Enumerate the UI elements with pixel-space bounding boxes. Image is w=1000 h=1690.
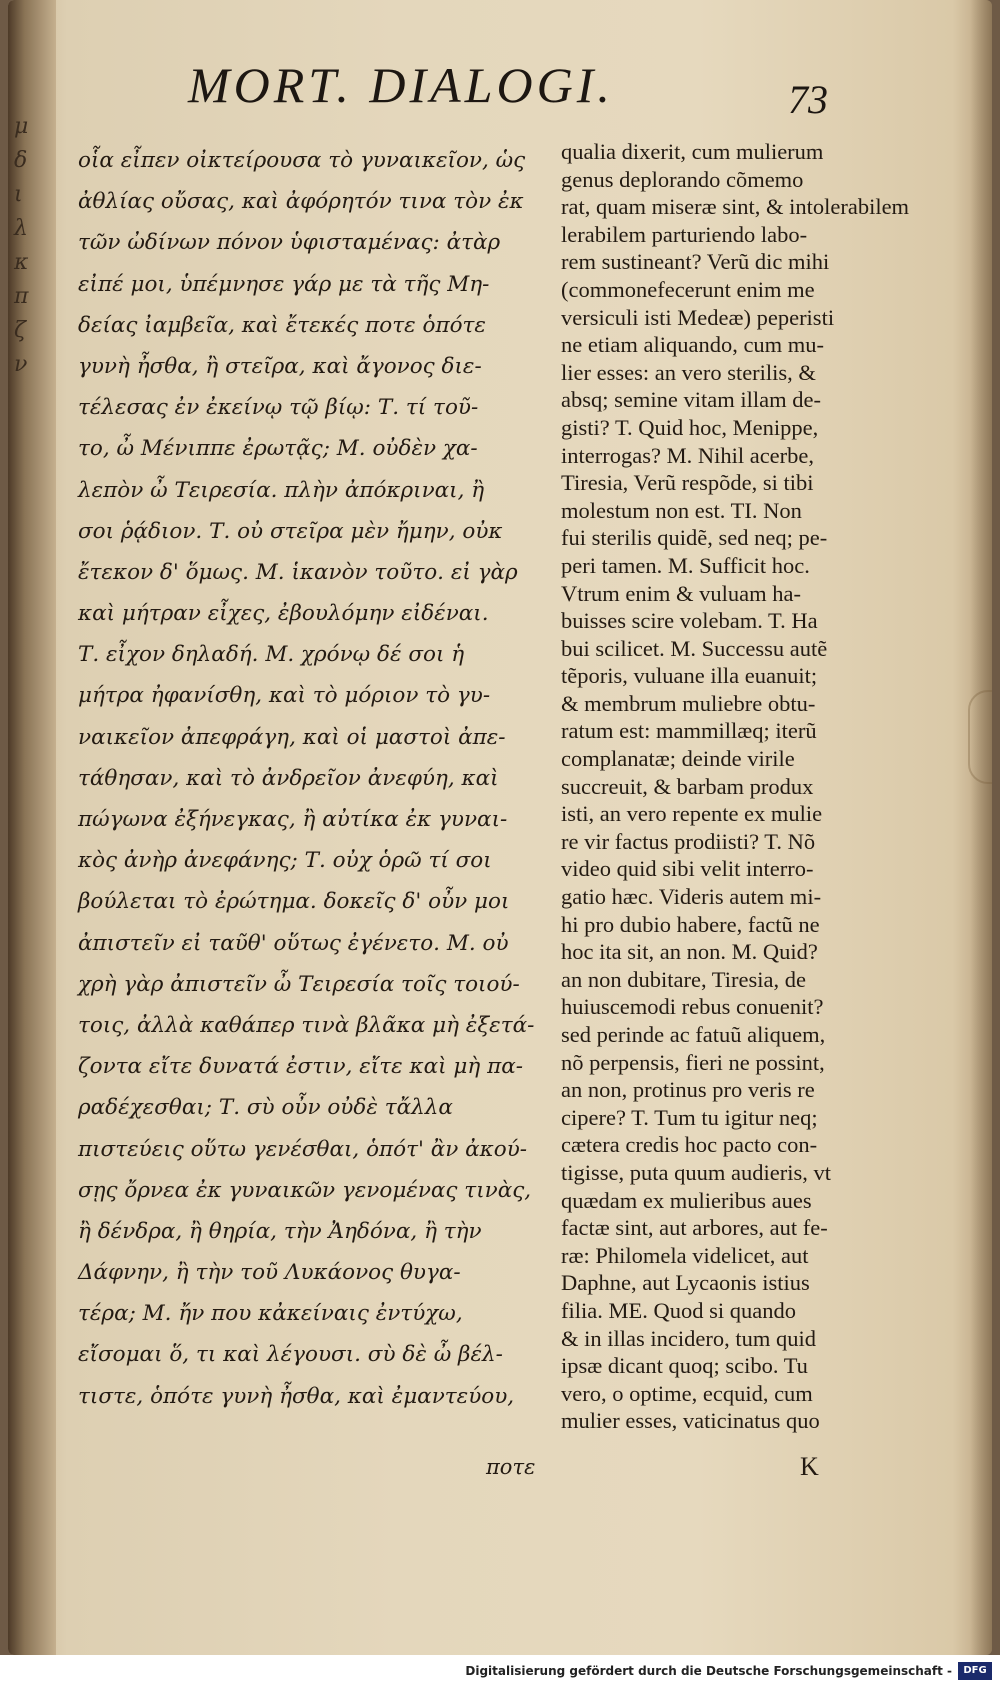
latin-text-line: cætera credis hoc pacto con- [561,1132,818,1158]
greek-text-line: τῶν ὠδίνων πόνον ὑφισταμένας: ἀτὰρ [78,230,501,256]
signature-mark: K [800,1452,819,1481]
running-header: MORT. DIALOGI. [188,57,614,113]
latin-text-line: complanatæ; deinde virile [561,746,795,772]
latin-text-line: an non dubitare, Tiresia, de [561,966,806,992]
latin-text-line: an non, protinus pro veris re [561,1077,815,1103]
latin-text-line: gisti? T. Quid hoc, Menippe, [561,414,819,440]
latin-text-line: ratum est: mammillæq; iterũ [561,718,817,744]
latin-text-line: vero, o optime, ecquid, cum [561,1380,813,1406]
latin-text-line: gatio hæc. Videris autem mi- [561,884,822,910]
greek-text-line: τοις, ἀλλὰ καθάπερ τινὰ βλᾶκα μὴ ἐξετά- [78,1012,535,1038]
margin-fragment: π [14,284,29,309]
paper-stain [968,690,992,784]
greek-text-line: τάθησαν, καὶ τὸ ἀνδρεῖον ἀνεφύη, καὶ [78,765,499,791]
margin-fragment: ν [14,352,28,377]
greek-text-line: σῃς ὄρνεα ἐκ γυναικῶν γενομένας τινὰς, [78,1177,532,1203]
greek-text-line: τέλεσας ἐν ἐκείνῳ τῷ βίῳ: Τ. τί τοῦ- [78,395,479,421]
greek-text-line: πιστεύεις οὕτω γενέσθαι, ὁπότ' ἂν ἀκού- [78,1136,528,1162]
greek-text-line: Τ. εἶχον δηλαδή. Μ. χρόνῳ δέ σοι ἡ [78,642,465,668]
margin-fragment: ι [14,182,23,207]
greek-text-line: δείας ἰαμβεῖα, καὶ ἔτεκές ποτε ὁπότε [78,312,486,338]
digitization-footer [0,1655,1000,1690]
greek-text-line: κὸς ἀνὴρ ἀνεφάνης; Τ. οὐχ ὁρῶ τί σοι [78,848,492,874]
greek-text-line: ἔτεκον δ' ὅμως. Μ. ἱκανὸν τοῦτο. εἰ γὰρ [78,559,518,585]
latin-text-line: huiuscemodi rebus conuenit? [561,994,824,1020]
greek-text-line: το, ὦ Μένιππε ἐρωτᾷς; Μ. οὐδὲν χα- [78,436,478,462]
latin-text-line: versiculi isti Medeæ) peperisti [561,304,835,330]
greek-text-line: βούλεται τὸ ἐρώτημα. δοκεῖς δ' οὖν μοι [78,889,510,915]
latin-text-line: absq; semine vitam illam de- [561,387,821,413]
latin-text-line: molestum non est. TI. Non [561,497,802,523]
greek-text-line: εἴσομαι ὅ, τι καὶ λέγουσι. σὺ δὲ ὦ βέλ- [78,1342,503,1368]
page-number: 73 [788,77,828,122]
latin-text-line: bui scilicet. M. Successu autẽ [561,635,828,661]
latin-text-line: qualia dixerit, cum mulierum [561,139,824,164]
margin-fragment: λ [14,216,28,241]
latin-text-line: & in illas incidero, tum quid [561,1325,816,1351]
margin-fragment: μ [14,114,29,139]
latin-text-line: succreuit, & barbam produx [561,773,814,799]
greek-text-line: ζοντα εἴτε δυνατά ἐστιν, εἴτε καὶ μὴ πα- [78,1054,523,1080]
latin-text-line: filia. ME. Quod si quando [561,1297,796,1323]
latin-text-line: Daphne, aut Lycaonis istius [561,1270,810,1296]
greek-text-line: πώγωνα ἐξήνεγκας, ἢ αὐτίκα ἐκ γυναι- [78,807,508,832]
greek-text-line: ραδέχεσθαι; Τ. σὺ οὖν οὐδὲ τἄλλα [78,1095,453,1121]
latin-text-line: rem sustineant? Verũ dic mihi [561,249,830,275]
greek-text-line: ἀθλίας οὔσας, καὶ ἀφόρητόν τινα τὸν ἐκ [78,189,524,215]
latin-text-line: ræ: Philomela videlicet, aut [561,1242,809,1268]
latin-text-line: factæ sint, aut arbores, aut fe- [561,1215,828,1241]
catchword: ποτε [486,1455,536,1479]
latin-text-line: fui sterilis quidẽ, sed neq; pe- [561,525,828,551]
latin-text-line: rat, quam miseræ sint, & intolerabilem [561,194,910,220]
latin-text-line: ipsæ dicant quoq; scibo. Tu [561,1353,808,1379]
latin-text-line: lier esses: an vero sterilis, & [561,359,816,385]
greek-text-line: τέρα; Μ. ἤν που κἀκείναις ἐντύχω, [78,1301,463,1327]
greek-text-line: Δάφνην, ἢ τὴν τοῦ Λυκάονος θυγα- [78,1260,461,1286]
greek-text-line: μήτρα ἠφανίσθη, καὶ τὸ μόριον τὸ γυ- [78,683,491,709]
latin-text-line: Vtrum enim & vuluam ha- [561,580,801,606]
greek-text-line: χρὴ γὰρ ἀπιστεῖν ὦ Τειρεσία τοῖς τοιού- [78,971,520,997]
greek-text-line: καὶ μήτραν εἶχες, ἐβουλόμην εἰδέναι. [78,601,489,627]
page-edge-shadow [970,0,992,1655]
latin-text-line: re vir factus prodiisti? T. Nõ [561,828,816,854]
latin-text-line: sed perinde ac fatuũ aliquem, [561,1022,826,1047]
latin-text-line: interrogas? M. Nihil acerbe, [561,442,815,468]
greek-text-line: λεπὸν ὦ Τειρεσία. πλὴν ἀπόκριναι, ἢ [78,477,485,503]
latin-text-line: hi pro dubio habere, factũ ne [561,911,820,937]
latin-text-line: ne etiam aliquando, cum mu- [561,332,825,358]
greek-text-line: ἢ δένδρα, ἢ θηρία, τὴν Ἀηδόνα, ἢ τὴν [78,1218,482,1244]
greek-text-line: τιστε, ὁπότε γυνὴ ἦσθα, καὶ ἐμαντεύου, [78,1383,515,1409]
latin-text-line: Tiresia, Verũ respõde, si tibi [561,470,814,496]
greek-text-line: οἷα εἶπεν οἰκτείρουσα τὸ γυναικεῖον, ὡς [78,148,526,173]
latin-text-line: cipere? T. Tum tu igitur neq; [561,1104,818,1130]
book-page [8,0,992,1655]
latin-text-line: isti, an vero repente ex mulie [561,801,823,827]
latin-text-line: (commonefecerunt enim me [561,276,815,302]
margin-fragment: δ [14,148,28,173]
latin-text-line: quædam ex mulieribus aues [561,1187,812,1213]
latin-text-line: tigisse, puta quum audieris, vt [561,1159,831,1185]
funding-credit: Digitalisierung gefördert durch die Deutsche Forschungsgemeinschaft - [465,1664,952,1678]
latin-text-line: & membrum muliebre obtu- [561,690,816,716]
greek-text-line: γυνὴ ἦσθα, ἢ στεῖρα, καὶ ἄγονος διε- [78,353,482,379]
latin-text-line: video quid sibi velit interro- [561,856,814,882]
latin-text-line: buisses scire volebam. T. Ha [561,608,818,634]
adjacent-page-margin [14,110,50,382]
greek-text-column [78,140,548,1417]
latin-text-line: tẽporis, vuluane illa euanuit; [561,663,818,689]
latin-text-column [561,138,910,1435]
latin-text-line: mulier esses, vaticinatus quo [561,1408,820,1434]
latin-text-line: hoc ita sit, an non. M. Quid? [561,939,818,965]
margin-fragment: κ [14,250,29,275]
latin-text-line: lerabilem parturiendo labo- [561,221,808,247]
latin-text-line: genus deplorando cõmemo [561,166,804,192]
greek-text-line: σοι ῥᾴδιον. Τ. οὐ στεῖρα μὲν ἤμην, οὐκ [78,518,503,544]
greek-text-line: ναικεῖον ἀπεφράγη, καὶ οἱ μαστοὶ ἀπε- [78,724,506,750]
dfg-logo-icon: DFG [958,1662,992,1680]
latin-text-line: nõ perpensis, fieri ne possint, [561,1049,825,1075]
margin-fragment: ζ [14,318,26,343]
latin-text-line: peri tamen. M. Sufficit hoc. [561,552,810,578]
greek-text-line: εἰπέ μοι, ὑπέμνησε γάρ με τὰ τῆς Μη- [78,271,490,297]
greek-text-line: ἀπιστεῖν εἰ ταῦθ' οὕτως ἐγένετο. Μ. οὐ [78,930,509,956]
